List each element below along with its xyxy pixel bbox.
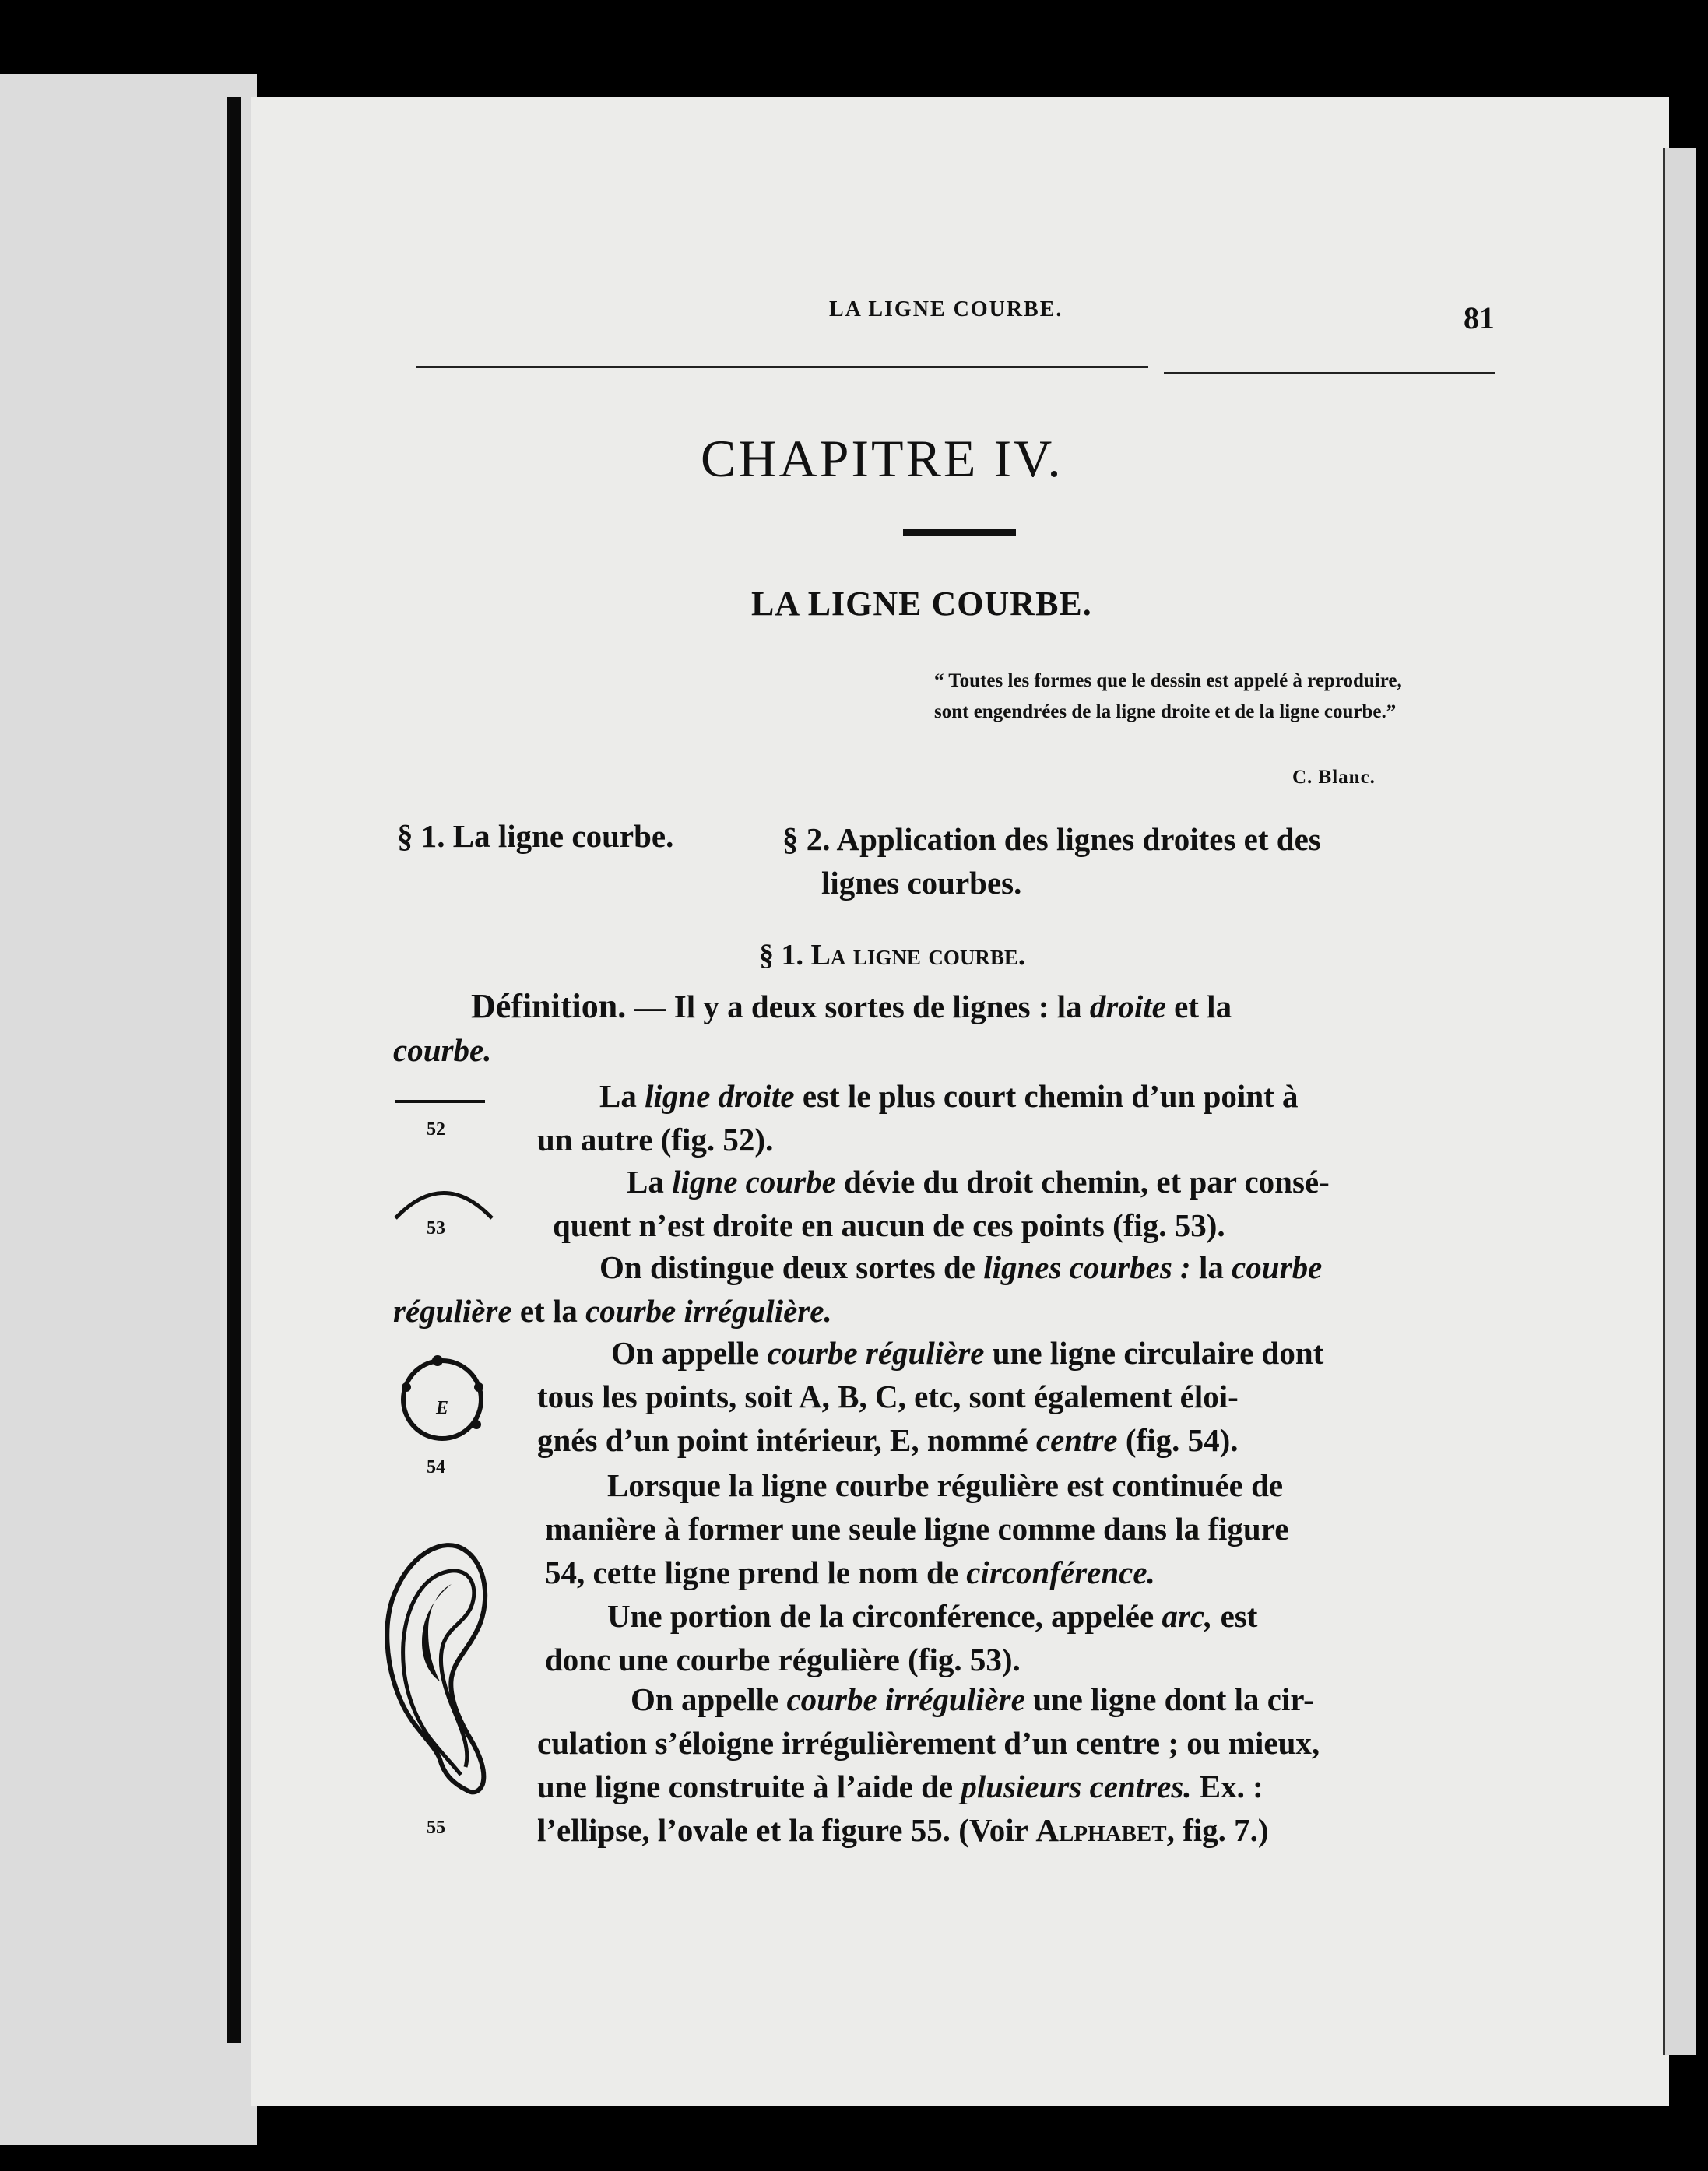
text-italic: courbe irrégulière. — [585, 1293, 832, 1329]
figure-irregular-curve — [374, 1526, 498, 1814]
text: dévie du droit chemin, et par consé- — [835, 1164, 1330, 1200]
text: tous les points, soit A, B, C, etc, sont également éloi- — [537, 1379, 1239, 1414]
figure-center-label: E — [436, 1398, 449, 1418]
epigraph-author: C. Blanc. — [1292, 767, 1376, 788]
text: quent n’est droite en aucun de ces points (fig. 53). — [553, 1207, 1225, 1243]
text: La — [627, 1164, 673, 1200]
figure-number: 53 — [427, 1218, 445, 1238]
paragraph — [393, 985, 1483, 1072]
text: et la — [511, 1293, 586, 1329]
text: gnés d’un point intérieur, E, nommé — [537, 1422, 1036, 1458]
text: est le plus court chemin d’un point à — [794, 1078, 1299, 1114]
figure-number: 54 — [427, 1457, 445, 1477]
text: l’ellipse, l’ovale et la figure 55. (Voir — [537, 1812, 1036, 1848]
text-italic: courbe — [1232, 1249, 1323, 1285]
text-italic: courbe régulière — [767, 1335, 985, 1371]
text: — Il y a deux sortes de lignes : la — [626, 989, 1090, 1024]
text-italic: courbe. — [393, 1032, 492, 1068]
toc-item-line: lignes courbes. — [821, 865, 1022, 901]
text: un autre (fig. 52). — [537, 1122, 774, 1158]
toc-item: § 1. La ligne courbe. — [397, 818, 674, 854]
text: On appelle — [631, 1681, 787, 1717]
text-italic: ligne courbe — [672, 1164, 836, 1200]
text: , fig. 7.) — [1166, 1812, 1269, 1848]
text: est — [1212, 1598, 1258, 1634]
text: Lorsque la ligne courbe régulière est continuée de — [607, 1467, 1284, 1503]
text-italic: centre — [1035, 1422, 1118, 1458]
section-heading: § 1. La ligne courbe. — [759, 939, 1026, 971]
page-number: 81 — [1464, 300, 1495, 335]
toc-item — [782, 817, 1491, 905]
text: La — [599, 1078, 645, 1114]
header-rule — [1164, 372, 1495, 374]
text: culation s’éloigne irrégulièrement d’un centre ; ou mieux, — [537, 1725, 1320, 1761]
facing-page — [0, 74, 257, 2145]
text: une ligne construite à l’aide de — [537, 1769, 961, 1804]
text: une ligne circulaire dont — [984, 1335, 1324, 1371]
text-italic: droite — [1089, 989, 1166, 1024]
text-italic: courbe irrégulière — [786, 1681, 1025, 1717]
text-italic: régulière — [393, 1293, 512, 1329]
text: On appelle — [611, 1335, 768, 1371]
paragraph — [537, 1331, 1487, 1462]
running-head: LA LIGNE COURBE. — [829, 297, 1063, 321]
text: la — [1190, 1249, 1232, 1285]
text: Ex. : — [1191, 1769, 1263, 1804]
paragraph — [537, 1677, 1487, 1852]
gutter-edge — [227, 97, 241, 2043]
text: donc une courbe régulière (fig. 53). — [545, 1642, 1021, 1677]
text-italic: plusieurs centres. — [961, 1769, 1192, 1804]
text-italic: arc, — [1162, 1598, 1213, 1634]
text: On distingue deux sortes de — [599, 1249, 984, 1285]
text-smallcaps: Alphabet — [1035, 1812, 1167, 1848]
chapter-rule — [903, 529, 1016, 536]
text-italic: circonférence. — [966, 1554, 1155, 1590]
figure-arc — [389, 1175, 498, 1222]
figure-straight-line — [395, 1100, 485, 1103]
figure-circle — [389, 1339, 498, 1456]
text: Une portion de la circonférence, appelée — [607, 1598, 1162, 1634]
text: manière à former une seule ligne comme dans la figure — [545, 1511, 1289, 1547]
paragraph — [553, 1160, 1495, 1247]
text: 54, cette ligne prend le nom de — [545, 1554, 967, 1590]
header-rule — [416, 366, 1148, 368]
epigraph: “ Toutes les formes que le dessin est appelé à reproduire, sont engendrées de la ligne droite et de la ligne courbe.” — [934, 670, 1402, 722]
figure-number: 52 — [427, 1119, 445, 1140]
paragraph — [545, 1463, 1487, 1594]
text: une ligne dont la cir- — [1024, 1681, 1314, 1717]
figure-number: 55 — [427, 1818, 445, 1838]
page-edge — [1663, 148, 1696, 2055]
definition-label: Définition. — [471, 987, 627, 1025]
text-italic: lignes courbes : — [983, 1249, 1191, 1285]
paragraph — [393, 1245, 1483, 1333]
paragraph — [545, 1594, 1487, 1681]
section-title: LA LIGNE COURBE. — [751, 585, 1092, 623]
chapter-title: CHAPITRE IV. — [701, 429, 1063, 488]
paragraph — [537, 1074, 1495, 1161]
text: (fig. 54). — [1117, 1422, 1239, 1458]
toc-item-line: § 2. Application des lignes droites et des — [782, 821, 1321, 857]
text: et la — [1165, 989, 1232, 1024]
text-italic: ligne droite — [645, 1078, 795, 1114]
